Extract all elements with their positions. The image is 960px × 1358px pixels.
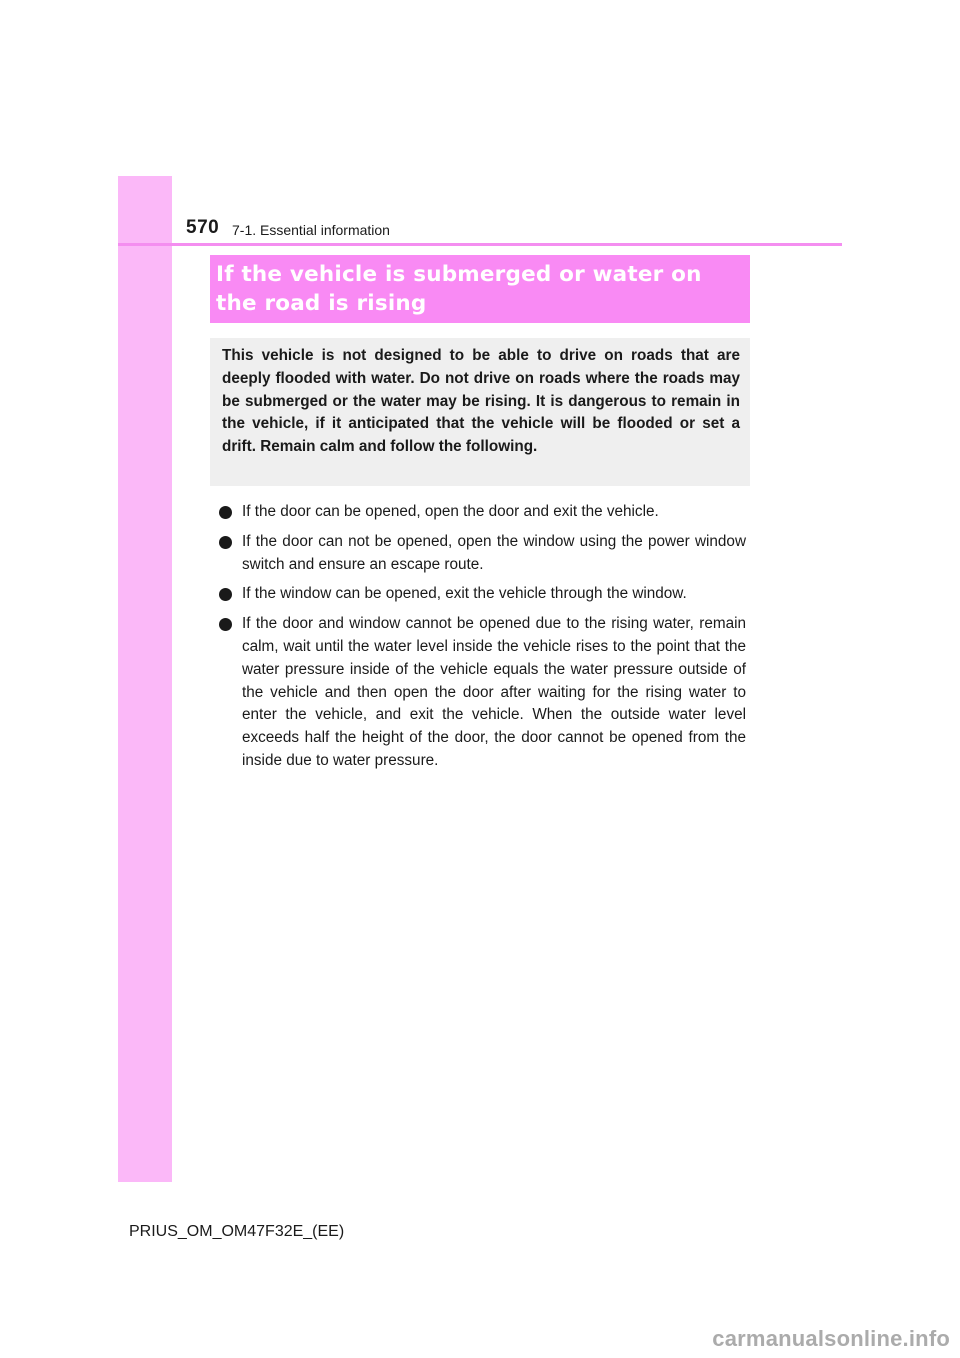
section-title: If the vehicle is submerged or water on the road is rising xyxy=(216,262,702,316)
bullet-item xyxy=(219,583,746,606)
bullet-text: If the door can not be opened, open the window using the power window switch and ensure an escape route. xyxy=(242,532,746,573)
intro-box xyxy=(210,338,750,486)
section-label: 7-1. Essential information xyxy=(232,222,390,238)
side-tab-band xyxy=(118,176,172,1182)
section-title-banner xyxy=(210,255,750,323)
bullet-text: If the window can be opened, exit the vehicle through the window. xyxy=(242,585,687,603)
bullet-dot-icon xyxy=(219,506,232,519)
document-code: PRIUS_OM_OM47F32E_(EE) xyxy=(129,1223,345,1240)
bullet-dot-icon xyxy=(219,588,232,601)
bullet-dot-icon xyxy=(219,618,232,631)
header-divider xyxy=(118,243,842,246)
bullet-text: If the door and window cannot be opened due to the rising water, remain calm, wait until the water level inside the vehicle rises to the point that the water pressure inside of the vehicle equals the water pressure outside of the vehicle and then open the door after waiting for the rising water to enter the vehicle, and exit the vehicle. When the outside water level exceeds half the height of the door, the door cannot be opened from the inside due to water pressure. xyxy=(242,615,746,769)
bullet-item xyxy=(219,501,746,524)
bullet-list xyxy=(219,501,746,780)
page-number: 570 xyxy=(186,217,220,238)
intro-text: This vehicle is not designed to be able to drive on roads that are deeply flooded with water. Do not drive on roads where the roads may be submerged or the water may be rising. It is dangerous to remain in the vehicle, if it anticipated that the vehicle will be flooded or set a drift. Remain calm and follow the following. xyxy=(222,347,740,456)
bullet-item xyxy=(219,613,746,773)
watermark-link[interactable]: carmanualsonline.info xyxy=(712,1326,950,1351)
bullet-item xyxy=(219,531,746,577)
bullet-text: If the door can be opened, open the door and exit the vehicle. xyxy=(242,503,659,520)
bullet-dot-icon xyxy=(219,536,232,549)
